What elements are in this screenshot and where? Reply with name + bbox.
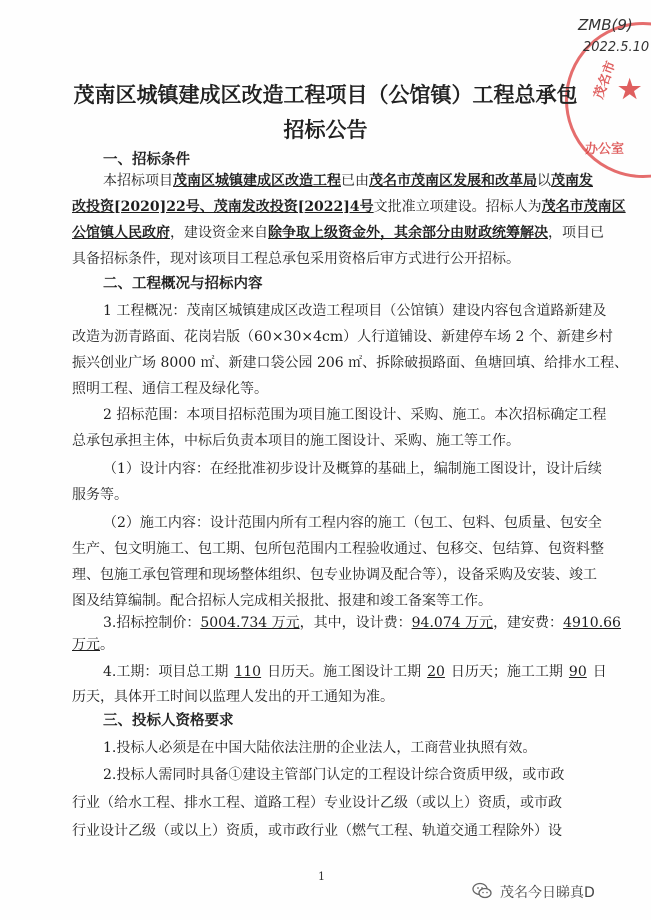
total-period: 110 xyxy=(234,664,262,680)
s2-p6-line2: 历天，具体开工时间以监理人发出的开工通知为准。 xyxy=(72,689,394,705)
s3-p2-line3: 行业设计乙级（或以上）资质，或市政行业（燃气工程、轨道交通工程除外）设 xyxy=(72,823,562,839)
section-heading-1: 一、招标条件 xyxy=(103,151,190,168)
s2-p3-line2: 服务等。 xyxy=(72,487,128,503)
s2-p4-line4: 图及结算编制。配合招标人完成相关报批、报建和竣工备案等工作。 xyxy=(72,593,492,609)
s2-p5-line2: 万元。 xyxy=(72,637,114,653)
account-watermark: 茂名今日睇真D xyxy=(500,885,595,901)
s2-p5-line1: 3.招标控制价：5004.734 万元，其中，设计费：94.074 万元，建安费：4910.66 xyxy=(103,615,621,631)
section-heading-3: 三、投标人资格要求 xyxy=(103,712,234,729)
s2-p4-line1: （2）施工内容：设计范围内所有工程内容的施工（包工、包料、包质量、包安全 xyxy=(103,515,602,531)
s2-p3-line1: （1）设计内容：在经批准初步设计及概算的基础上，编制施工图设计，设计后续 xyxy=(103,461,602,477)
seal-star-icon: ★ xyxy=(618,75,642,105)
s1-line4: 具备招标条件，现对该项目工程总承包采用资格后审方式进行公开招标。 xyxy=(72,251,520,267)
s2-p4-line3: 理、包施工承包管理和现场整体组织、包专业协调及配合等），设备采购及安装、竣工 xyxy=(72,567,597,583)
s1-line3: 公馆镇人民政府，建设资金来自除争取上级资金外，其余部分由财政统筹解决，项目已 xyxy=(72,225,604,241)
s2-p1-line2: 改造为沥青路面、花岗岩版（60×30×4cm）人行道铺设、新建停车场 2 个、新建乡村 xyxy=(72,329,613,345)
s2-p1-line3: 振兴创业广场 8000 ㎡、新建口袋公园 206 ㎡、拆除破损路面、鱼塘回填、给排水工程、 xyxy=(72,355,629,371)
document-title-line2: 招标公告 xyxy=(283,117,368,142)
s1-line2: 改投资[2020]22号、茂南发改投资[2022]4号文批准立项建设。招标人为茂名市茂南区 xyxy=(72,199,626,215)
s2-p4-line2: 生产、包文明施工、包工期、包所包范围内工程验收通过、包移交、包结算、包资料整 xyxy=(72,541,604,557)
page-number: 1 xyxy=(318,870,325,883)
s2-p1-line4: 照明工程、通信工程及绿化等。 xyxy=(72,381,268,397)
design-fee: 94.074 万元 xyxy=(411,615,494,631)
construction-period: 90 xyxy=(568,664,587,680)
section-heading-2: 二、工程概况与招标内容 xyxy=(103,275,263,292)
s2-p6-line1: 4.工期：项目总工期 110 日历天。施工图设计工期 20 日历天；施工工期 90 日 xyxy=(103,664,607,680)
control-price: 5004.734 万元 xyxy=(200,615,300,631)
seal-text: 茂名市 xyxy=(591,59,620,102)
s2-p1-line1: 1 工程概况：茂南区城镇建成区改造工程项目（公馆镇）建设内容包含道路新建及 xyxy=(103,303,607,319)
construction-fee: 4910.66 xyxy=(563,615,621,631)
s3-p2-line1: 2.投标人需同时具备①建设主管部门认定的工程设计综合资质甲级，或市政 xyxy=(103,767,565,783)
document-title-line1: 茂南区城镇建成区改造工程项目（公馆镇）工程总承包 xyxy=(73,82,578,107)
s2-p2-line1: 2 招标范围：本项目招标范围为项目施工图设计、采购、施工。本次招标确定工程 xyxy=(103,407,607,423)
design-period: 20 xyxy=(427,664,445,680)
wechat-icon xyxy=(472,882,492,900)
s2-p2-line2: 总承包承担主体，中标后负责本项目的施工图设计、采购、施工等工作。 xyxy=(72,433,520,449)
handwritten-code: ZMB(9) xyxy=(578,16,633,34)
s3-p2-line2: 行业（给水工程、排水工程、道路工程）专业设计乙级（或以上）资质，或市政 xyxy=(72,795,562,811)
handwritten-date: 2022.5.10 xyxy=(583,40,650,55)
seal-text-bottom: 办公室 xyxy=(585,142,625,157)
s1-line1: 本招标项目茂南区城镇建成区改造工程已由茂名市茂南区发展和改革局以茂南发 xyxy=(103,173,593,189)
s3-p1: 1.投标人必须是在中国大陆依法注册的企业法人，工商营业执照有效。 xyxy=(103,740,537,756)
